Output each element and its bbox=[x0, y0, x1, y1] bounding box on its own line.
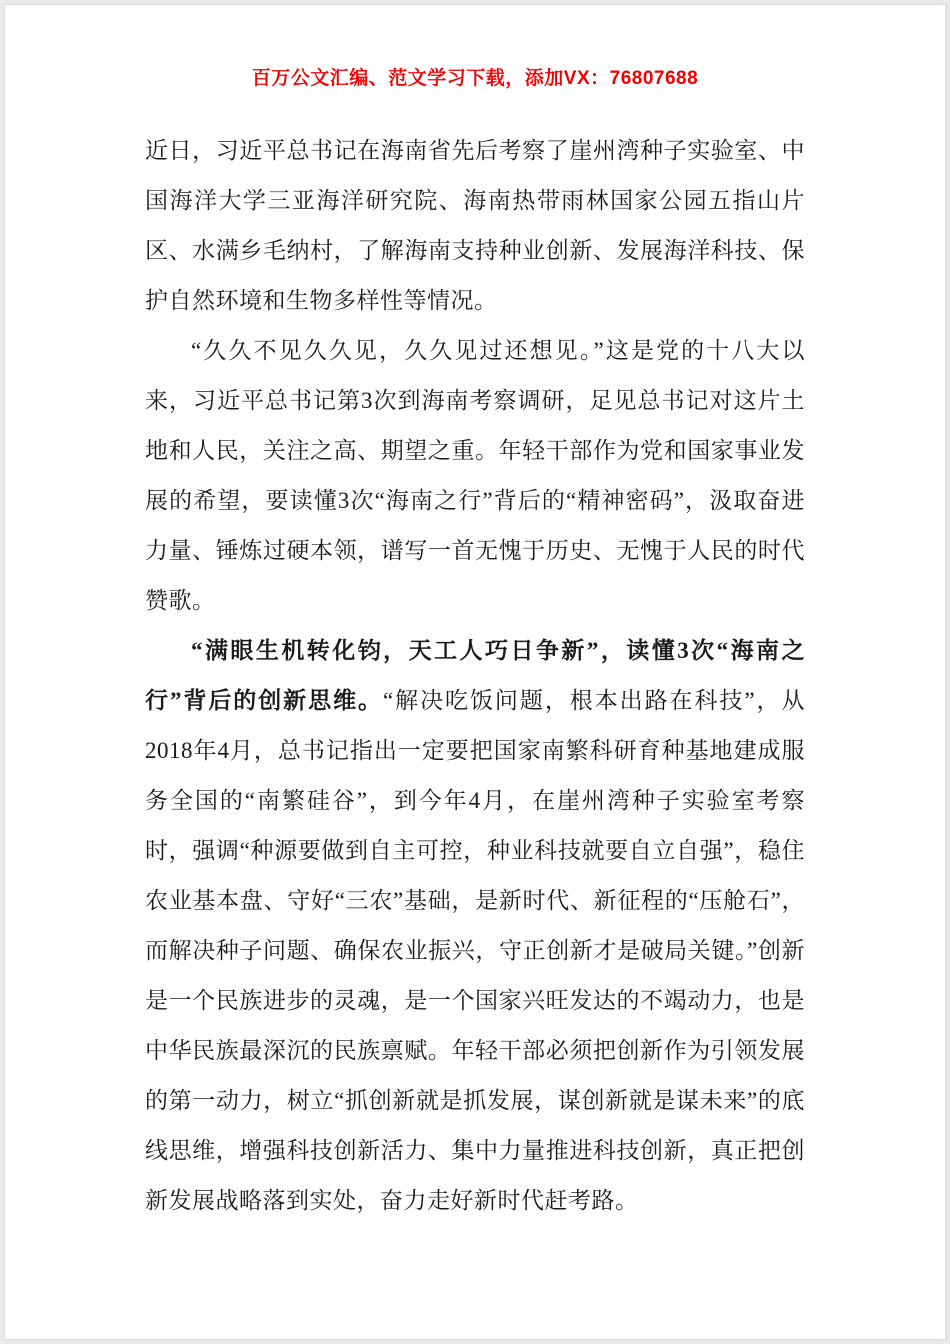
paragraph-intro: 近日，习近平总书记在海南省先后考察了崖州湾种子实验室、中国海洋大学三亚海洋研究院、海南热带雨林国家公园五指山片区、水满乡毛纳村，了解海南支持种业创新、发展海洋科技、保护自然环境和生物多样性等情况。 bbox=[145, 138, 805, 313]
paragraph-body-text: “解决吃饭问题，根本出路在科技”，从2018年4月，总书记指出一定要把国家南繁科研育种基地建成服务全国的“南繁硅谷”，到今年4月，在崖州湾种子实验室考察时，强调“种源要做到自主可控，种业科技就要自立自强”，稳住农业基本盘、守好“三农”基础，是新时代、新征程的“压舱石”，而解决种子问题、确保农业振兴，守正创新才是破局关键。”创新是一个民族进步的灵魂，是一个国家兴旺发达的不竭动力，也是中华民族最深沉的民族禀赋。年轻干部必须把创新作为引领发展的第一动力，树立“抓创新就是抓发展，谋创新就是谋未来”的底线思维，增强科技创新活力、集中力量推进科技创新，真正把创新发展战略落到实处，奋力走好新时代赶考路。 bbox=[145, 688, 806, 1213]
watermark-header: 百万公文汇编、范文学习下载，添加VX：76807688 bbox=[251, 68, 699, 89]
document-body bbox=[145, 126, 805, 1226]
document-page bbox=[5, 5, 945, 1339]
paragraph-innovation bbox=[145, 626, 805, 1226]
paragraph-bold-lead: “满眼生机转化钧，天工人巧日争新”，读懂3次“海南之行”背后的创新思维。 bbox=[145, 638, 805, 713]
paragraph-quote: “久久不见久久见，久久见过还想见。”这是党的十八大以来，习近平总书记第3次到海南考察调研，足见总书记对这片土地和人民，关注之高、期望之重。年轻干部作为党和国家事业发展的希望，要读懂3次“海南之行”背后的“精神密码”，汲取奋进力量、锤炼过硬本领，谱写一首无愧于历史、无愧于人民的时代赞歌。 bbox=[145, 338, 805, 613]
